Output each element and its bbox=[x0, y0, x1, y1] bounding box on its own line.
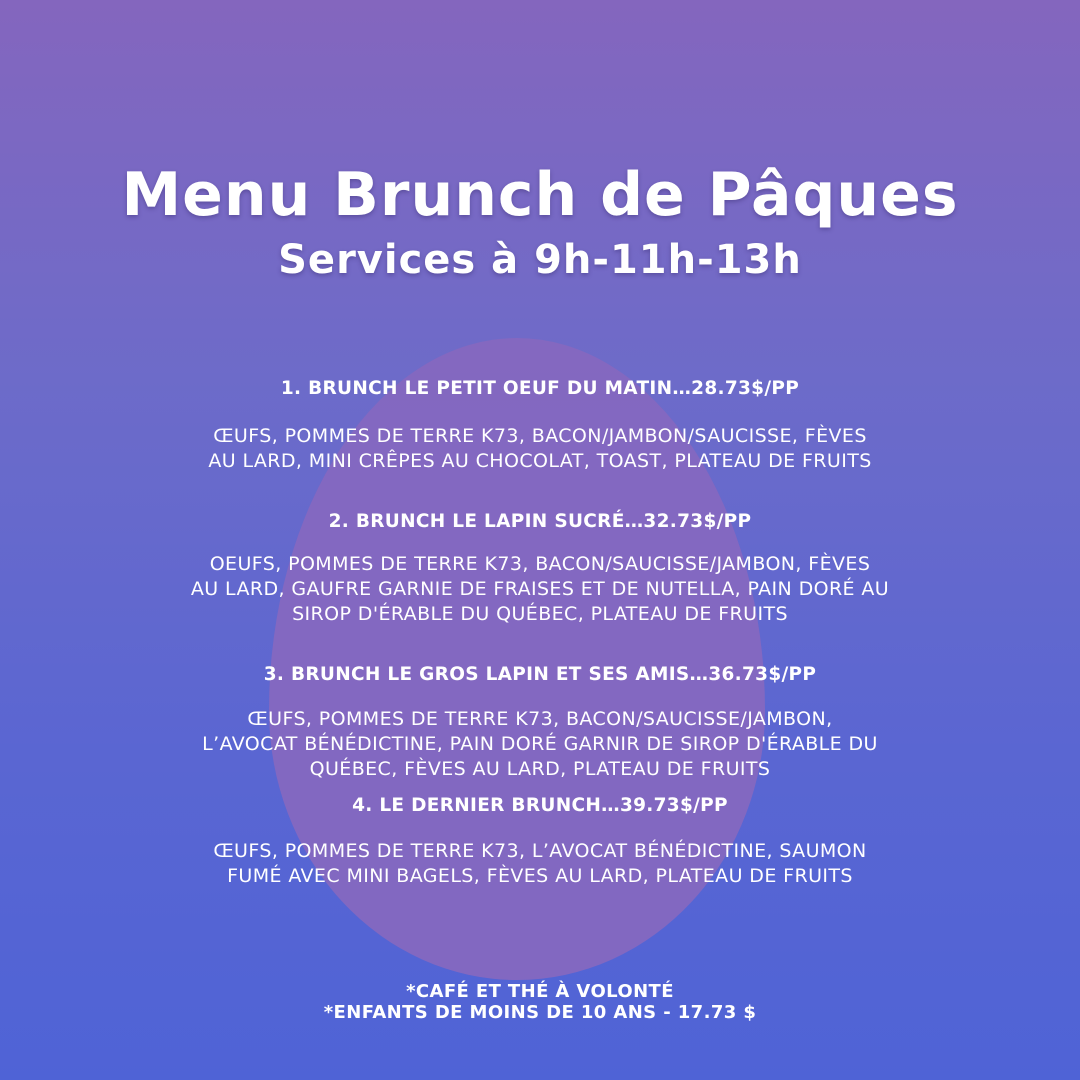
menu-item-2-description-line: AU LARD, GAUFRE GARNIE DE FRAISES ET DE NUTELLA, PAIN DORÉ AU bbox=[190, 578, 890, 600]
menu-item-2-title: 2. BRUNCH LE LAPIN SUCRÉ…32.73$/PP bbox=[328, 511, 752, 532]
menu-item-4-description-line: FUMÉ AVEC MINI BAGELS, FÈVES AU LARD, PLATEAU DE FRUITS bbox=[227, 865, 853, 887]
page-subtitle: Services à 9h-11h-13h bbox=[278, 237, 802, 283]
footer-notes bbox=[0, 981, 1080, 1023]
footer-note-children-price: *ENFANTS DE MOINS DE 10 ANS - 17.73 $ bbox=[323, 1002, 757, 1023]
footer-note-coffee: *CAFÉ ET THÉ À VOLONTÉ bbox=[406, 981, 674, 1002]
menu-item-3-description bbox=[0, 707, 1080, 782]
menu-item-2-description-line: SIROP D'ÉRABLE DU QUÉBEC, PLATEAU DE FRUITS bbox=[292, 603, 788, 625]
menu-item-3-title: 3. BRUNCH LE GROS LAPIN ET SES AMIS…36.73$/PP bbox=[263, 664, 817, 685]
menu-item-3-description-line: ŒUFS, POMMES DE TERRE K73, BACON/SAUCISSE/JAMBON, bbox=[247, 708, 833, 730]
menu-item-4-title: 4. LE DERNIER BRUNCH…39.73$/PP bbox=[352, 795, 728, 816]
page-title: Menu Brunch de Pâques bbox=[121, 160, 959, 230]
menu-item-1-description-line: AU LARD, MINI CRÊPES AU CHOCOLAT, TOAST, PLATEAU DE FRUITS bbox=[208, 450, 872, 472]
menu-item-3-description-line: L’AVOCAT BÉNÉDICTINE, PAIN DORÉ GARNIR DE SIROP D'ÉRABLE DU bbox=[202, 733, 878, 755]
menu-item-2-description bbox=[0, 552, 1080, 627]
menu-item-1-description-line: ŒUFS, POMMES DE TERRE K73, BACON/JAMBON/SAUCISSE, FÈVES bbox=[213, 425, 867, 447]
menu-item-1-title: 1. BRUNCH LE PETIT OEUF DU MATIN…28.73$/PP bbox=[280, 378, 800, 399]
menu-item-3-description-line: QUÉBEC, FÈVES AU LARD, PLATEAU DE FRUITS bbox=[309, 758, 771, 780]
menu-item-4-description bbox=[0, 839, 1080, 889]
menu-item-4-description-line: ŒUFS, POMMES DE TERRE K73, L’AVOCAT BÉNÉDICTINE, SAUMON bbox=[213, 840, 867, 862]
menu-item-1-description bbox=[0, 424, 1080, 474]
menu-item-2-description-line: OEUFS, POMMES DE TERRE K73, BACON/SAUCISSE/JAMBON, FÈVES bbox=[209, 553, 871, 575]
